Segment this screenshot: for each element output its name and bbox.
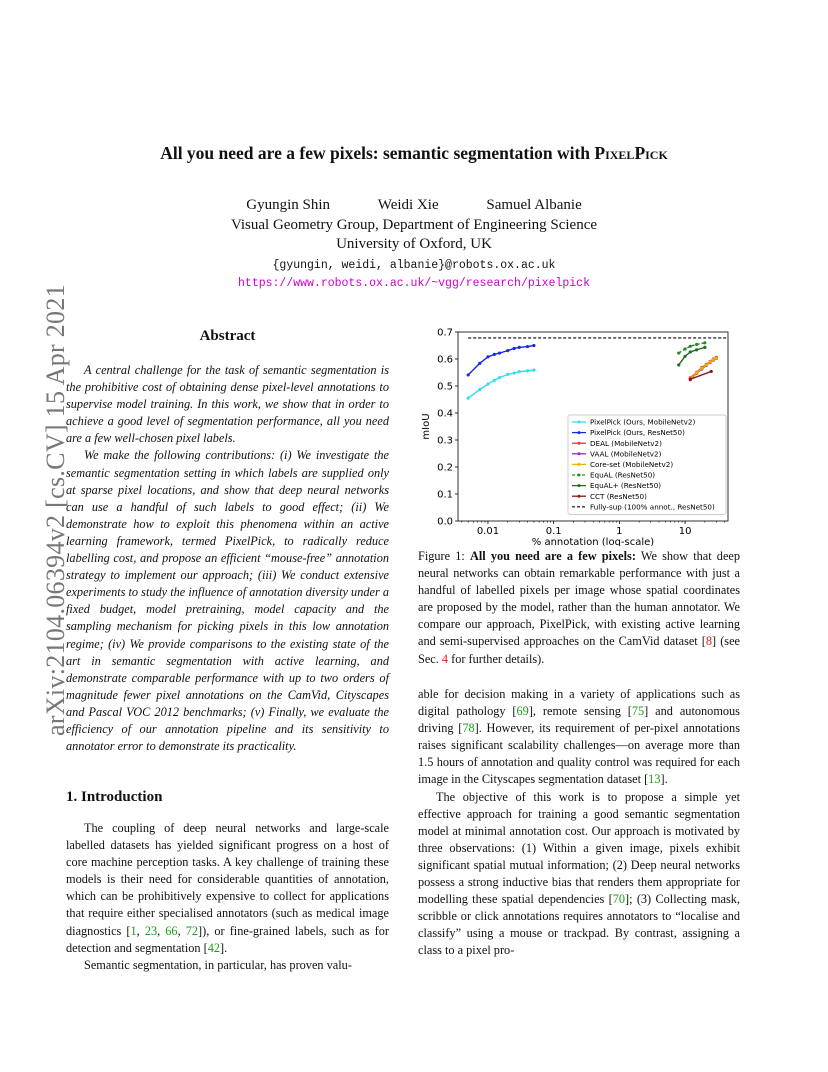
x-axis-label: % annotation (log-scale) (531, 537, 655, 546)
citation-link[interactable]: 72 (185, 923, 199, 938)
paper-title: All you need are a few pixels: semantic segmentation with PixelPick (160, 143, 668, 163)
body-paragraph: able for decision making in a variety of applications such as digital pathology [69], remote sensing [75] and autonomous driving [78]. However, its requirement of per-pixel annotations raises significant scalability challenges—on average more than 1.5 hours of annotation and quality control was required for each image in the Cityscapes segmentation dataset [13]. (418, 687, 740, 787)
data-point (708, 360, 711, 363)
data-point (710, 370, 713, 373)
data-point (506, 373, 509, 376)
data-point (513, 347, 516, 350)
x-tick-label: 0.01 (476, 526, 500, 537)
author-name: Gyungin Shin (246, 197, 330, 213)
data-point (695, 343, 698, 346)
author-list (60, 197, 768, 214)
legend-label: PixelPick (Ours, ResNet50) (590, 428, 685, 438)
reference-link[interactable]: 8 (705, 634, 713, 649)
legend-label: Core-set (MobileNetv2) (590, 460, 674, 469)
data-point (493, 379, 496, 382)
figure-1-chart (420, 326, 738, 546)
arxiv-identifier: arXiv:2104.06394v2 [cs.CV] 15 Apr 2021 (41, 284, 70, 736)
y-tick-label: 0.5 (437, 381, 453, 393)
data-point (513, 371, 516, 374)
data-point (478, 388, 481, 391)
citation-link[interactable]: 70 (612, 892, 626, 907)
series-line (679, 347, 705, 365)
data-point (700, 367, 703, 370)
series-line (468, 346, 534, 375)
legend-marker (578, 442, 581, 445)
citation-link[interactable]: 78 (462, 721, 475, 736)
legend-label: VAAL (MobileNetv2) (590, 449, 662, 459)
data-point (518, 346, 521, 349)
citation-link[interactable]: 1 (130, 923, 137, 938)
citation-link[interactable]: 75 (631, 704, 645, 719)
legend-marker (578, 421, 581, 424)
data-point (689, 378, 692, 381)
data-point (478, 362, 481, 365)
author-name: Samuel Albanie (486, 197, 582, 213)
affiliation-line: Visual Geometry Group, Department of Engineering Science (230, 217, 598, 233)
data-point (518, 370, 521, 373)
x-tick-label: 1 (616, 526, 623, 537)
data-point (689, 345, 692, 348)
citation-link[interactable]: 66 (165, 923, 178, 938)
data-point (703, 341, 706, 344)
legend-label: EquAL+ (ResNet50) (590, 481, 662, 491)
legend-marker (578, 452, 581, 455)
data-point (532, 344, 535, 347)
affiliation-line: University of Oxford, UK (336, 236, 492, 252)
data-point (695, 348, 698, 351)
data-point (498, 376, 501, 379)
data-point (526, 369, 529, 372)
data-point (695, 371, 698, 374)
legend-marker (578, 495, 581, 498)
citation-link[interactable]: 69 (516, 704, 529, 719)
intro-paragraph: The coupling of deep neural networks and large-scale labelled datasets has yielded significant progress on a host of core machine perception tasks. A key challenge of training these models is their need for considerable quantities of annotation, which can be prohibitively expensive to collect for applications that require either specialised annotators (such as medical image diagnostics [1, 23, 66, 72]), or fine-grained labels, such as for detection and segmentation [42]. (66, 821, 389, 955)
data-point (677, 351, 680, 354)
data-point (683, 347, 686, 350)
data-point (705, 363, 708, 366)
legend-marker (578, 474, 581, 477)
y-tick-label: 0.2 (437, 462, 453, 474)
legend-label: DEAL (MobileNetv2) (590, 438, 662, 448)
abstract-paragraph: A central challenge for the task of semantic segmentation is the prohibitive cost of obtaining dense pixel-level annotations to supervise model training. In this work, we show that in order to achieve a good level of segmentation performance, all you need are a few well-chosen pixel labels. (66, 363, 389, 446)
author-emails: {gyungin, weidi, albanie}@robots.ox.ac.uk (272, 259, 556, 272)
y-axis-label: mIoU (421, 413, 432, 440)
y-tick-label: 0.3 (437, 435, 453, 447)
abstract-body (66, 362, 389, 755)
author-name: Weidi Xie (377, 197, 439, 213)
legend-marker (578, 431, 581, 434)
reference-link[interactable]: 4 (441, 651, 449, 666)
project-url-link[interactable]: https://www.robots.ox.ac.uk/~vgg/research/pixelpick (238, 277, 590, 290)
data-point (526, 345, 529, 348)
body-paragraph: The objective of this work is to propose a simple yet effective approach for training a good semantic segmentation model at minimal annotation cost. Our approach is motivated by three observations: (1) Within a given image, pixels exhibit significant spatial mutual information; (2) Deep neural networks possess a strong inductive bias that renders them appropriate for modelling these spatial dependencies [70]; (3) Collecting mask, scribble or click annotations requires annotators to “localise and classify” using a mouse or trackpad. By contrast, assigning a class to a pixel pro- (418, 789, 740, 958)
data-point (506, 349, 509, 352)
data-point (712, 358, 715, 361)
series-line (468, 370, 534, 398)
figure-caption: Figure 1: All you need are a few pixels: We show that deep neural networks can obtain remarkable performance with just a handful of labelled pixels per image whose spatial coordinates are proposed by the model, rather than the human annotator. We compare our approach, PixelPick, with existing active learning and semi-supervised approaches on the CamVid dataset [8] (see Sec. 4 for further details). (418, 549, 741, 666)
citation-link[interactable]: 23 (144, 923, 158, 938)
data-point (467, 373, 470, 376)
citation-link[interactable]: 42 (207, 940, 221, 955)
data-point (532, 368, 535, 371)
data-point (486, 383, 489, 386)
right-column-body (418, 686, 740, 960)
data-point (493, 353, 496, 356)
abstract-heading: Abstract (199, 328, 256, 344)
y-tick-label: 0.7 (437, 327, 453, 339)
data-point (467, 397, 470, 400)
legend-label: CCT (ResNet50) (590, 491, 647, 501)
introduction-body (66, 820, 389, 974)
data-point (683, 355, 686, 358)
y-tick-label: 0.4 (437, 408, 453, 420)
data-point (498, 351, 501, 354)
legend-label: PixelPick (Ours, MobileNetv2) (590, 417, 696, 427)
abstract-paragraph: We make the following contributions: (i) We investigate the semantic segmentation setting in which labels are supplied only at sparse pixel locations, and show that deep neural networks can use a handful of such labels to good effect; (ii) We demonstrate how to exploit this phenomena within an active learning framework, termed PixelPick, to radically reduce labelling cost, and propose an efficient “mouse-free” annotation strategy to implement our approach; (iii) We conduct extensive experiments to study the influence of annotation diversity under a fixed budget, model pretraining, model capacity and the sampling mechanism for picking pixels in this low annotation regime; (iv) We provide comparisons to the existing state of the art in semantic segmentation with active learning, and demonstrate comparable performance with up to two orders of magnitude fewer pixel annotations on the CamVid, Cityscapes and Pascal VOC 2012 benchmarks; (v) Finally, we evaluate the efficiency of our annotation pipeline and its sensitivity to annotator error to demonstrate its practicality. (66, 448, 389, 754)
legend-label: EquAL (ResNet50) (590, 470, 656, 480)
x-tick-label: 10 (678, 526, 692, 537)
y-tick-label: 0.1 (437, 489, 453, 501)
y-tick-label: 0.0 (437, 516, 453, 528)
data-point (486, 355, 489, 358)
citation-link[interactable]: 13 (648, 772, 661, 787)
data-point (677, 363, 680, 366)
intro-paragraph: Semantic segmentation, in particular, has proven valu- (84, 957, 352, 972)
y-tick-label: 0.6 (437, 354, 453, 366)
data-point (703, 346, 706, 349)
section-heading-introduction: 1. Introduction (66, 789, 163, 805)
data-point (715, 357, 718, 360)
legend-label: Fully-sup (100% annot., ResNet50) (590, 502, 715, 512)
data-point (689, 350, 692, 353)
x-tick-label: 0.1 (545, 526, 562, 537)
legend-marker (578, 484, 581, 487)
legend-marker (578, 463, 581, 466)
